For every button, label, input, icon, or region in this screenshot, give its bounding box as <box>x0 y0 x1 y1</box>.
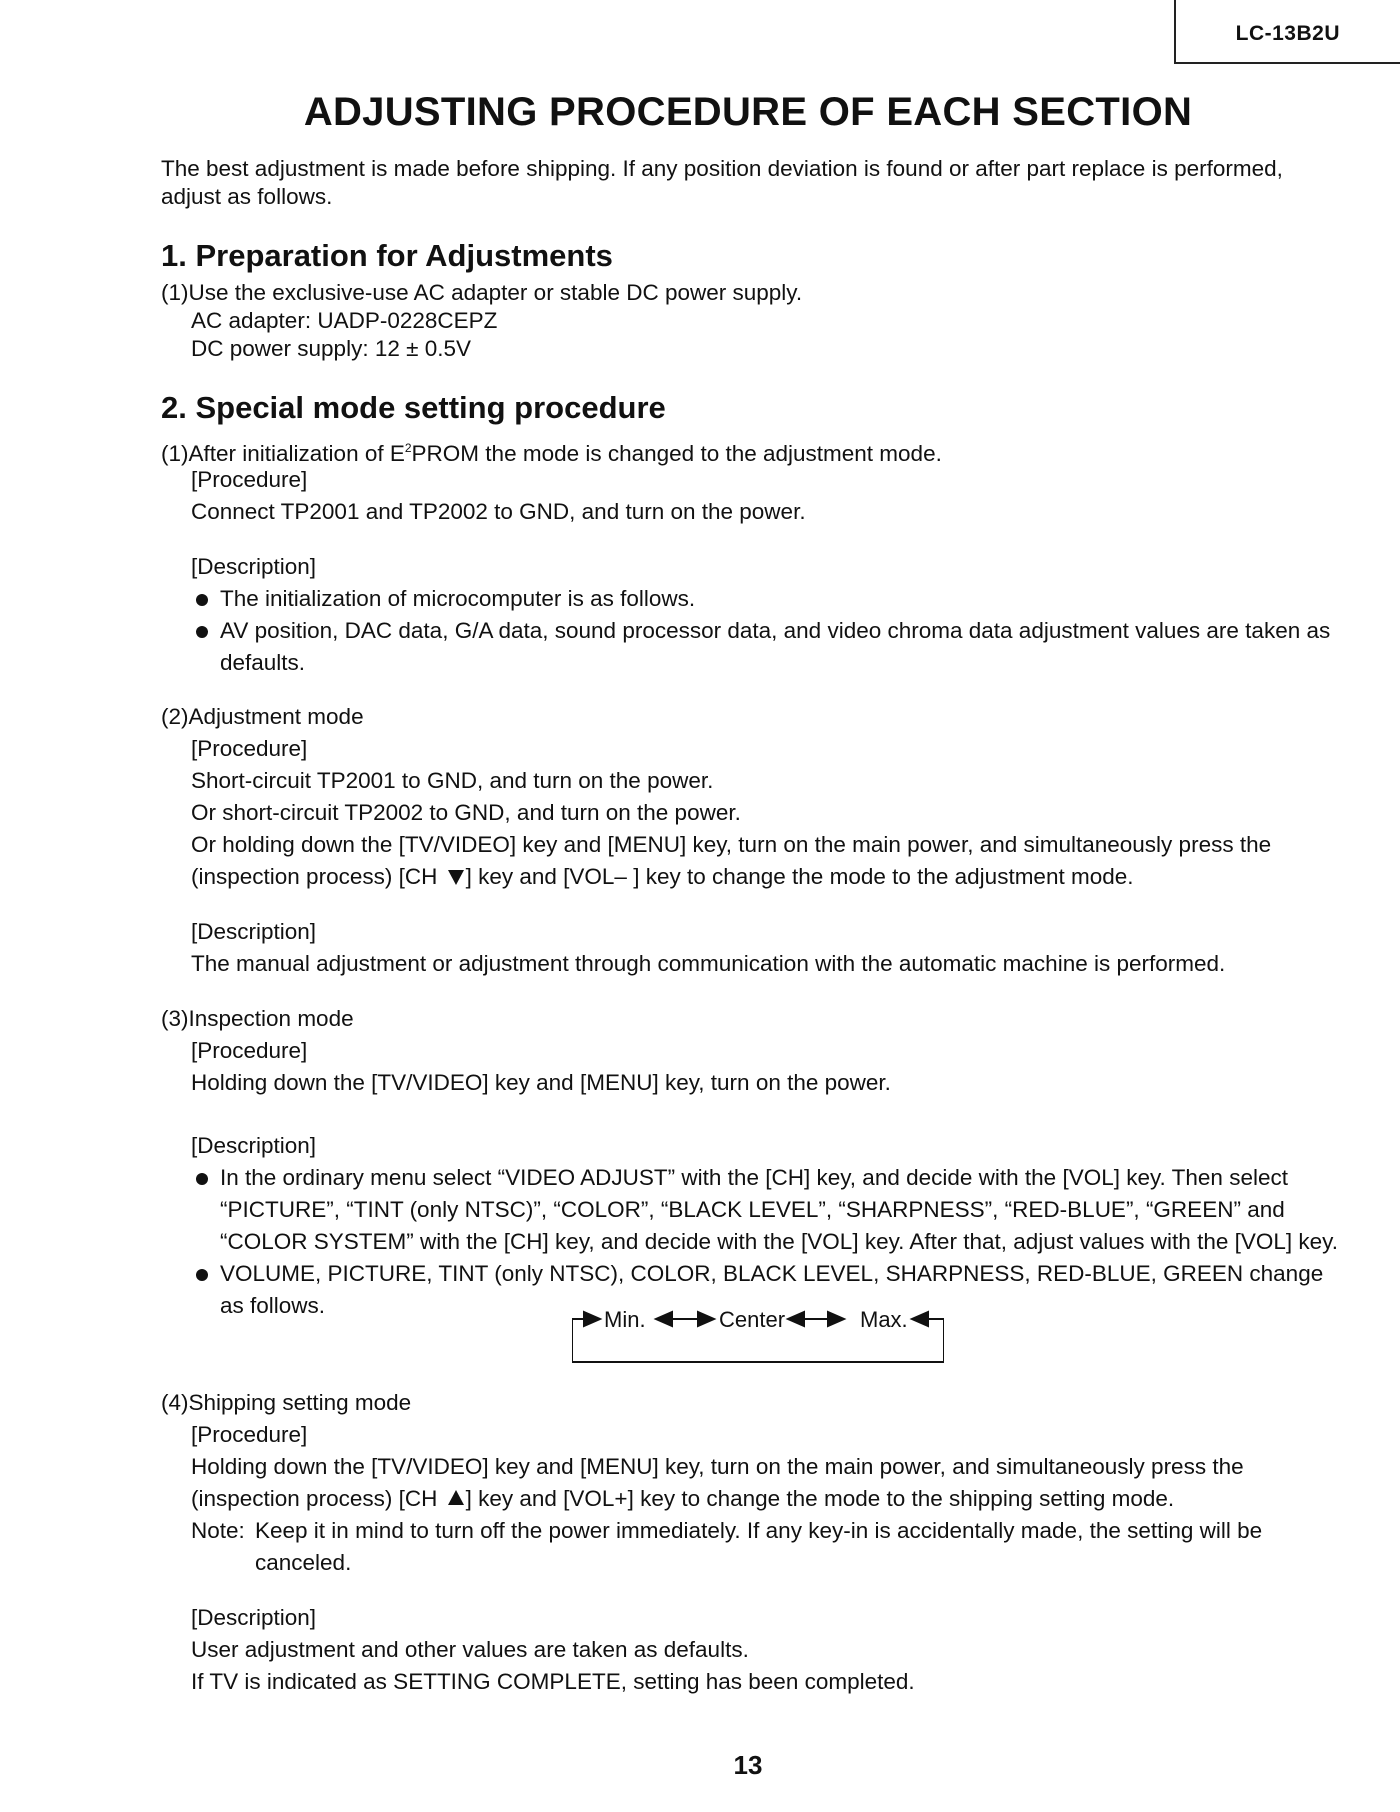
page-number: 13 <box>733 1750 763 1780</box>
item4-note-label: Note: <box>191 1518 245 1543</box>
item1-title-pre: (1)After initialization of E <box>161 441 405 466</box>
min-center-max-diagram <box>572 1303 944 1363</box>
item2-line2: Or short-circuit TP2002 to GND, and turn on the power. <box>191 800 741 825</box>
item4-title: (4)Shipping setting mode <box>161 1390 412 1415</box>
item2-title: (2)Adjustment mode <box>161 704 364 729</box>
item4-description-line1: User adjustment and other values are taken as defaults. <box>191 1637 749 1662</box>
item3-description-label: [Description] <box>191 1133 317 1158</box>
item3-bullet2: VOLUME, PICTURE, TINT (only NTSC), COLOR, BLACK LEVEL, SHARPNESS, RED-BLUE, GREEN change as follows. <box>220 1261 1324 1318</box>
item2-description-label: [Description] <box>191 919 317 944</box>
ch-up-icon <box>448 1490 464 1505</box>
item4-description-line2: If TV is indicated as SETTING COMPLETE, setting has been completed. <box>191 1669 915 1694</box>
item1-title-sup: 2 <box>404 441 412 455</box>
section1-line1: (1)Use the exclusive-use AC adapter or stable DC power supply. <box>161 280 803 305</box>
item4-line1 <box>191 1451 1340 1515</box>
item1-title <box>161 434 942 468</box>
item4-description-label: [Description] <box>191 1605 317 1630</box>
item4-line1-b: ] key and [VOL+] key to change the mode to the shipping setting mode. <box>465 1486 1175 1511</box>
bullet-icon <box>196 626 208 638</box>
bullet-icon <box>196 1173 208 1185</box>
item2-description-text: The manual adjustment or adjustment through communication with the automatic machine is performed. <box>191 951 1226 976</box>
item1-procedure-label: [Procedure] <box>191 467 308 492</box>
bullet-icon <box>196 1269 208 1281</box>
section1-line3: DC power supply: 12 ± 0.5V <box>191 336 471 361</box>
diagram-min-label: Min. <box>604 1307 646 1332</box>
diagram-center-label: Center <box>719 1307 786 1332</box>
item2-procedure-label: [Procedure] <box>191 736 308 761</box>
item2-line3-a: Or holding down the [TV/VIDEO] key and [MENU] key, turn on the main power, and simultaneously press the (inspection process) [CH <box>191 832 1272 889</box>
ch-down-icon <box>448 870 464 885</box>
section2-heading: 2. Special mode setting procedure <box>161 390 666 425</box>
item1-title-post: PROM the mode is changed to the adjustment mode. <box>411 441 942 466</box>
item3-procedure-text: Holding down the [TV/VIDEO] key and [MENU] key, turn on the power. <box>191 1070 891 1095</box>
item3-title: (3)Inspection mode <box>161 1006 354 1031</box>
item1-bullet1: The initialization of microcomputer is as follows. <box>220 586 696 611</box>
item4-note-text: Keep it in mind to turn off the power immediately. If any key-in is accidentally made, the setting will be canceled. <box>255 1518 1263 1575</box>
page-title: ADJUSTING PROCEDURE OF EACH SECTION <box>303 90 1193 134</box>
item3-bullet1: In the ordinary menu select “VIDEO ADJUST” with the [CH] key, and decide with the [VOL] key. Then select “PICTURE”, “TINT (only NTSC)”, “COLOR”, “BLACK LEVEL”, “SHARPNESS”, “RED-BLUE”, “GREEN” and “COLOR SYSTEM” with the [CH] key, and decide with the [VOL] key. After that, adjust values with the [VOL] key. <box>220 1165 1338 1254</box>
item2-line3-b: ] key and [VOL– ] key to change the mode to the adjustment mode. <box>465 864 1134 889</box>
bullet-icon <box>196 594 208 606</box>
item1-procedure-text: Connect TP2001 and TP2002 to GND, and turn on the power. <box>191 499 806 524</box>
section1-heading: 1. Preparation for Adjustments <box>161 238 613 273</box>
item2-line3 <box>191 829 1340 893</box>
model-box <box>1174 0 1400 64</box>
item3-procedure-label: [Procedure] <box>191 1038 308 1063</box>
item4-line1-a: Holding down the [TV/VIDEO] key and [MENU] key, turn on the main power, and simultaneously press the (inspection process) [CH <box>191 1454 1244 1511</box>
model-label: LC-13B2U <box>1235 22 1340 45</box>
diagram-max-label: Max. <box>860 1307 908 1332</box>
section1-line2: AC adapter: UADP-0228CEPZ <box>191 308 498 333</box>
item2-line1: Short-circuit TP2001 to GND, and turn on the power. <box>191 768 714 793</box>
item4-procedure-label: [Procedure] <box>191 1422 308 1447</box>
item1-description-label: [Description] <box>191 554 317 579</box>
item1-bullet2: AV position, DAC data, G/A data, sound processor data, and video chroma data adjustment values are taken as defaults. <box>220 618 1331 675</box>
intro-paragraph: The best adjustment is made before shipping. If any position deviation is found or after part replace is performed, adjust as follows. <box>161 156 1283 209</box>
